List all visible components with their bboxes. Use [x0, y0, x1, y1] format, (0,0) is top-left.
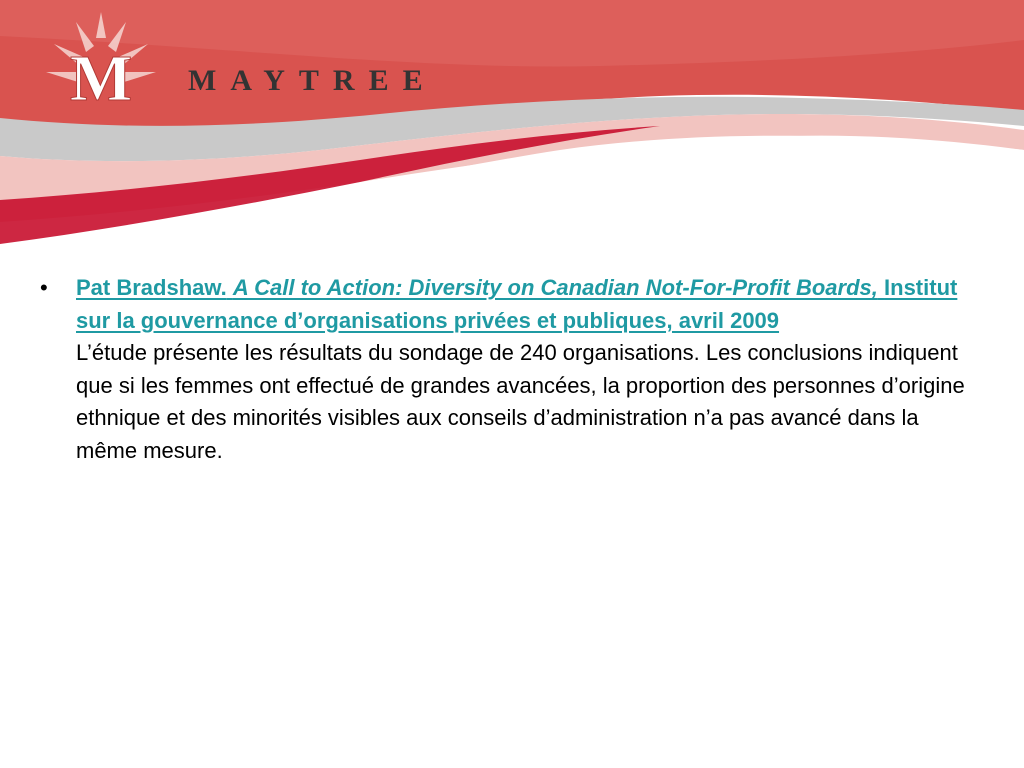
- citation-author: Pat Bradshaw.: [76, 275, 227, 300]
- citation-title: A Call to Action: Diversity on Canadian Not-For-Profit Boards,: [232, 275, 878, 300]
- maytree-logo-icon: [36, 8, 166, 118]
- svg-text:M: M: [69, 42, 133, 115]
- list-item: [40, 272, 970, 467]
- logo-wordmark: MAYTREE: [188, 64, 437, 97]
- citation-link[interactable]: [76, 275, 957, 333]
- slide-content: [40, 272, 970, 467]
- citation-publisher: Institut sur la gouvernance d’organisations privées et publiques, avril 2009: [76, 275, 958, 333]
- citation-description: L’étude présente les résultats du sondage de 240 organisations. Les conclusions indiquent que si les femmes ont effectué de grandes avancées, la proportion des personnes d’origine ethnique et des minorités visibles aux conseils d’administration n’a pas avancé dans la même mesure.: [76, 340, 965, 463]
- bullet-icon: •: [40, 275, 48, 300]
- header-banner: [0, 0, 1024, 250]
- bullet-text: [76, 272, 970, 467]
